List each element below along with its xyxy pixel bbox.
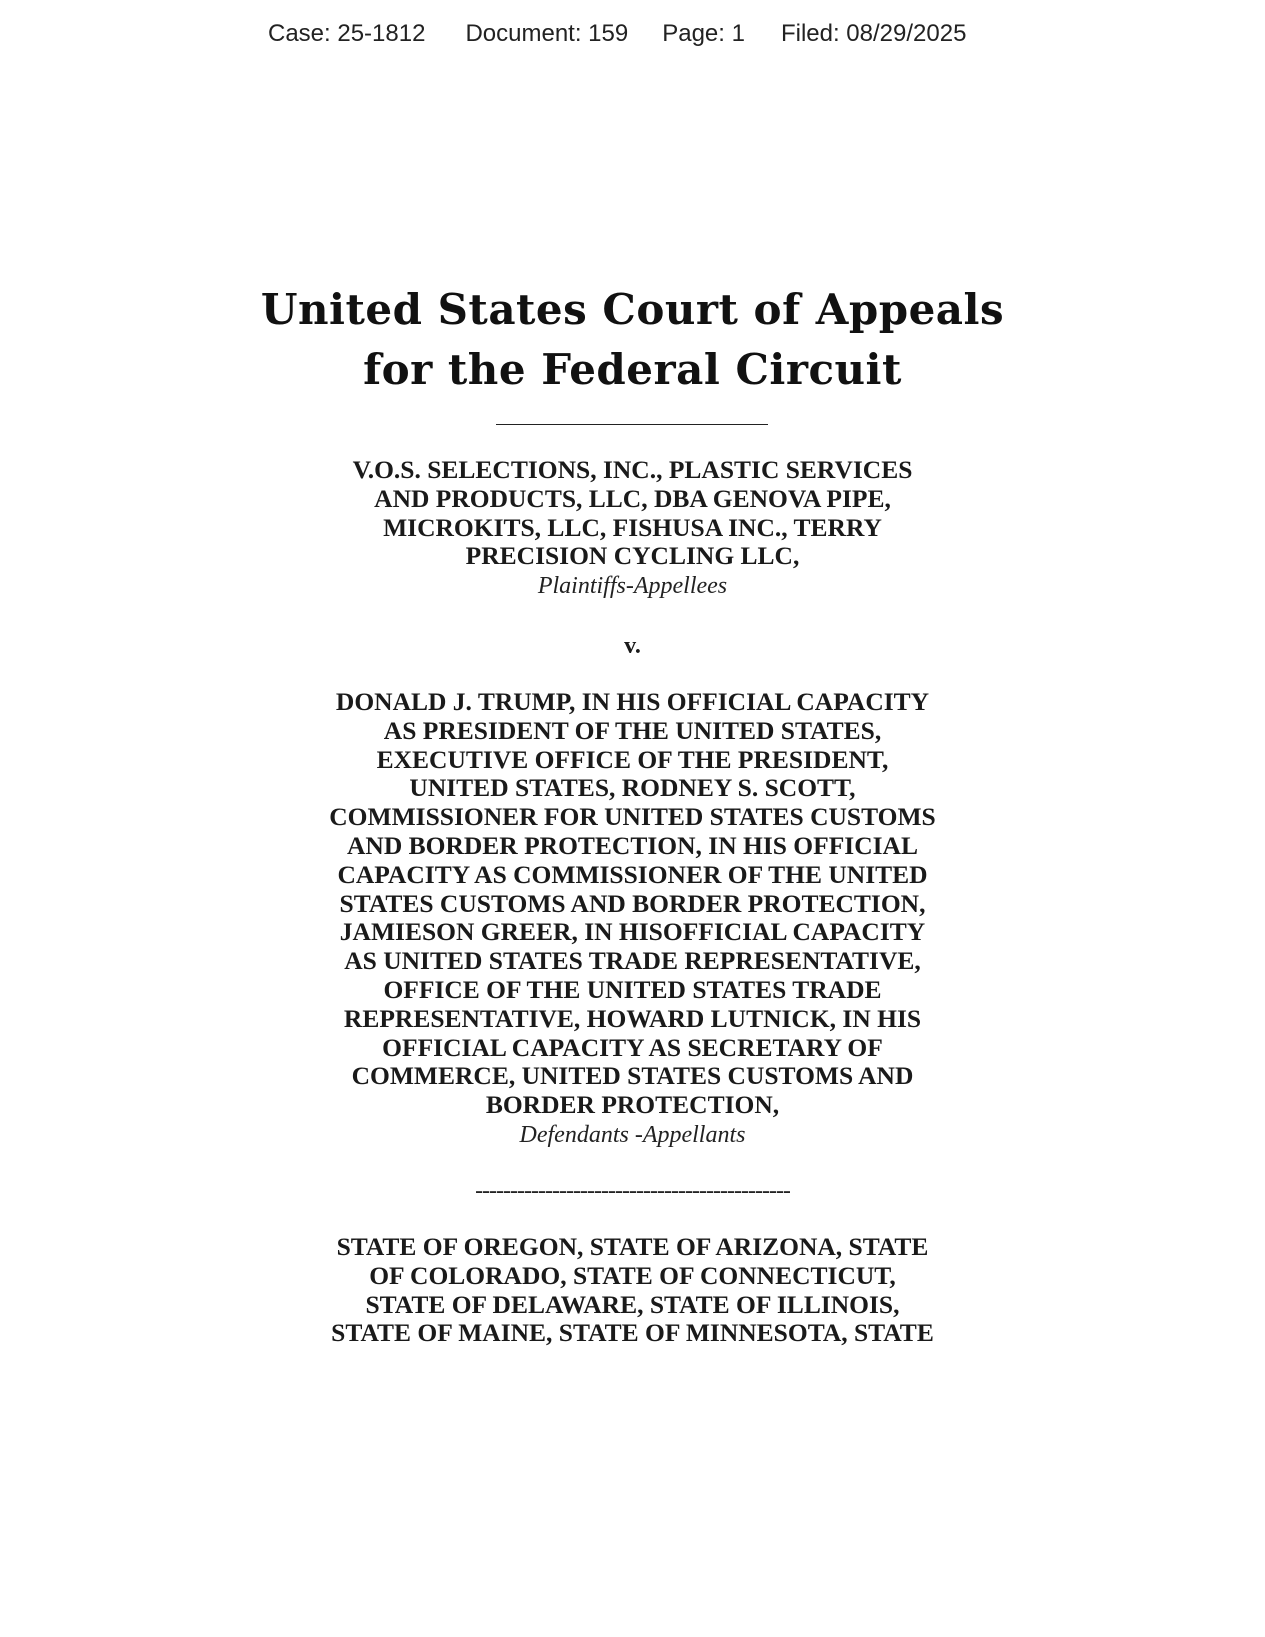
title-rule-divider [496, 424, 768, 425]
filed-date: Filed: 08/29/2025 [780, 20, 967, 47]
appellees-role: Plaintiffs-Appellees [537, 573, 728, 600]
filing-header [268, 20, 966, 48]
page-number: Page: 1 [662, 20, 745, 47]
appellants-block [0, 688, 1265, 1150]
dashed-divider: --------------------------------------------- [475, 1178, 790, 1204]
court-title [0, 280, 1265, 400]
states-block [0, 1233, 1265, 1348]
versus-label: v. [624, 633, 641, 659]
case-number: Case: 25-1812 [268, 20, 426, 47]
court-title-line-1: United States Court of Appeals [260, 285, 1005, 334]
document-number: Document: 159 [465, 20, 629, 47]
appellees-names: V.O.S. SELECTIONS, INC., PLASTIC SERVICES AND PRODUCTS, LLC, DBA GENOVA PIPE, MICROKITS, LLC, FISHUSA INC., TERRY PRECISION CYCLING LLC, [352, 455, 913, 571]
court-title-line-2: for the Federal Circuit [363, 345, 902, 394]
appellants-role: Defendants -Appellants [519, 1121, 746, 1148]
appellants-names: DONALD J. TRUMP, IN HIS OFFICIAL CAPACITY AS PRESIDENT OF THE UNITED STATES, EXECUTIVE OFFICE OF THE PRESIDENT, UNITED STATES, RODNEY S. SCOTT, COMMISSIONER FOR UNITED STATES CUSTOMS AND BORDER PROTECTION, IN HIS OFFICIAL CAPACITY AS COMMISSIONER OF THE UNITED STATES CUSTOMS AND BORDER PROTECTION, JAMIESON GREER, IN HISOFFICIAL CAPACITY AS UNITED STATES TRADE REPRESENTATIVE, OFFICE OF THE UNITED STATES TRADE REPRESENTATIVE, HOWARD LUTNICK, IN HIS OFFICIAL CAPACITY AS SECRETARY OF COMMERCE, UNITED STATES CUSTOMS AND BORDER PROTECTION, [329, 687, 936, 1120]
states-names: STATE OF OREGON, STATE OF ARIZONA, STATE OF COLORADO, STATE OF CONNECTICUT, STATE OF DELAWARE, STATE OF ILLINOIS, STATE OF MAINE, STATE OF MINNESOTA, STATE [331, 1232, 934, 1348]
appellees-block [0, 456, 1265, 601]
